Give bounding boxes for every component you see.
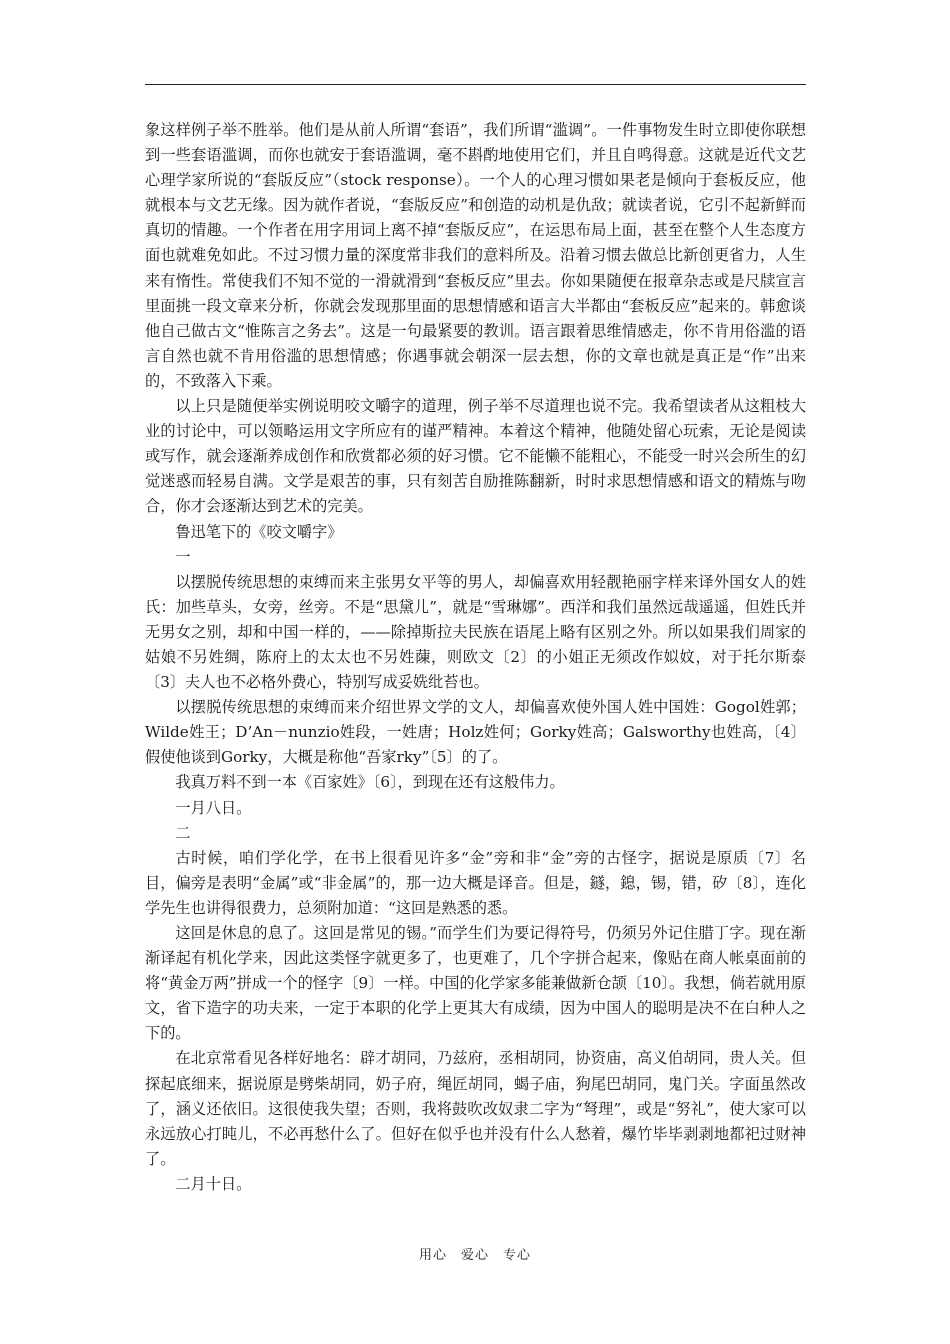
section-title: 鲁迅笔下的《咬文嚼字》 bbox=[175, 522, 343, 541]
paragraph-place-names: 在北京常看见各样好地名：辟才胡同，乃兹府，丞相胡同，协资庙，高义伯胡同，贵人关。但探起底细来，据说原是劈柴胡同，奶子府，绳匠胡同，蝎子庙，狗尾巴胡同，鬼门关。字面虽然改了，涵义还依旧。这很使我失望；否则，我将鼓吹改奴隶二字为“弩理”，或是“努礼”，使大家可以永远放心打盹儿，不必再愁什么了。但好在似乎也并没有什么人愁着，爆竹毕毕剥剥地都祀过财神了。 bbox=[145, 1049, 806, 1168]
section-number-1: 一 bbox=[175, 547, 191, 566]
document-body bbox=[145, 118, 806, 1197]
paragraph-chemistry: 古时候，咱们学化学，在书上很看见许多“金”旁和非“金”旁的古怪字，据说是原质〔7〕名目，偏旁是表明“金属”或“非金属”的，那一边大概是译音。但是，鐩，鎴，锡，错，矽〔8〕，连化学先生也讲得很费力，总须附加道：“这回是熟悉的悉。 bbox=[145, 848, 806, 917]
page-footer: 用心 爱心 专心 bbox=[418, 1248, 531, 1263]
paragraph-foreign-names: 以摆脱传统思想的束缚而来介绍世界文学的文人，却偏喜欢使外国人姓中国姓：Gogol姓郭；Wilde姓王；D’An－nunzio姓段，一姓唐；Holz姓何；Gorky姓高；Galsworthy也姓高，〔4〕假使他谈到Gorky，大概是称他“吾家rky”〔5〕的了。 bbox=[145, 698, 806, 767]
date-line-1: 一月八日。 bbox=[175, 798, 252, 817]
paragraph-baijiaxing: 我真万料不到一本《百家姓》〔6〕，到现在还有这般伟力。 bbox=[175, 773, 565, 792]
date-line-2: 二月十日。 bbox=[175, 1174, 252, 1193]
paragraph-conclusion: 以上只是随便举实例说明咬文嚼字的道理，例子举不尽道理也说不完。我希望读者从这粗枝大业的讨论中，可以领略运用文字所应有的谨严精神。本着这个精神，他随处留心玩索，无论是阅读或写作，就会逐渐养成创作和欣赏都必须的好习惯。它不能懒不能粗心，不能受一时兴会所生的幻觉迷惑而轻易自满。文学是艰苦的事，只有刻苦自励推陈翻新，时时求思想情感和语文的精炼与吻合，你才会逐渐达到艺术的完美。 bbox=[145, 397, 806, 516]
header-rule bbox=[145, 84, 806, 85]
paragraph-chemistry-cont: 这回是休息的息了。这回是常见的锡。”而学生们为要记得符号，仍须另外记住腊丁字。现在渐渐译起有机化学来，因此这类怪字就更多了，也更难了，几个字拼合起来，像贴在商人帐桌面前的将“黄金万两”拼成一个的怪字〔9〕一样。中国的化学家多能兼做新仓颉〔10〕。我想，倘若就用原文，省下造字的功夫来，一定于本职的化学上更其大有成绩，因为中国人的聪明是决不在白种人之下的。 bbox=[145, 924, 806, 1043]
paragraph-surnames: 以摆脱传统思想的束缚而来主张男女平等的男人，却偏喜欢用轻靓艳丽字样来译外国女人的姓氏：加些草头，女旁，丝旁。不是“思黛儿”，就是“雪琳娜”。西洋和我们虽然远哉遥遥，但姓氏并无男女之别，却和中国一样的，——除掉斯拉夫民族在语尾上略有区别之外。所以如果我们周家的姑娘不另姓绸，陈府上的太太也不另姓蔯，则欧文〔2〕的小姐正无须改作姒妏，对于托尔斯泰〔3〕夫人也不必格外费心，特别写成妥姺纰苔也。 bbox=[145, 572, 806, 692]
paragraph-套版反应: 象这样例子举不胜举。他们是从前人所谓“套语”，我们所谓“滥调”。一件事物发生时立即使你联想到一些套语滥调，而你也就安于套语滥调，毫不斟酌地使用它们，并且自鸣得意。这就是近代文艺心理学家所说的“套版反应”（stock response）。一个人的心理习惯如果老是倾向于套板反应，他就根本与文艺无缘。因为就作者说，“套版反应”和创造的动机是仇敌；就读者说，它引不起新鲜而真切的情趣。一个作者在用字用词上离不掉“套版反应”，在运思布局上面，甚至在整个人生态度方面也就难免如此。不过习惯力量的深度常非我们的意料所及。沿着习惯去做总比新创更省力，人生来有惰性。常使我们不知不觉的一滑就滑到“套板反应”里去。你如果随便在报章杂志或是尺牍宣言里面挑一段文章来分析，你就会发现那里面的思想情感和语言大半都由“套板反应”起来的。韩愈谈他自己做古文“惟陈言之务去”。这是一句最紧要的教训。语言跟着思维情感走，你不肯用俗滥的语言自然也就不肯用俗滥的思想情感；你遇事就会朝深一层去想，你的文章也就是真正是“作”出来的，不致落入下乘。 bbox=[145, 121, 806, 390]
section-number-2: 二 bbox=[175, 823, 191, 842]
